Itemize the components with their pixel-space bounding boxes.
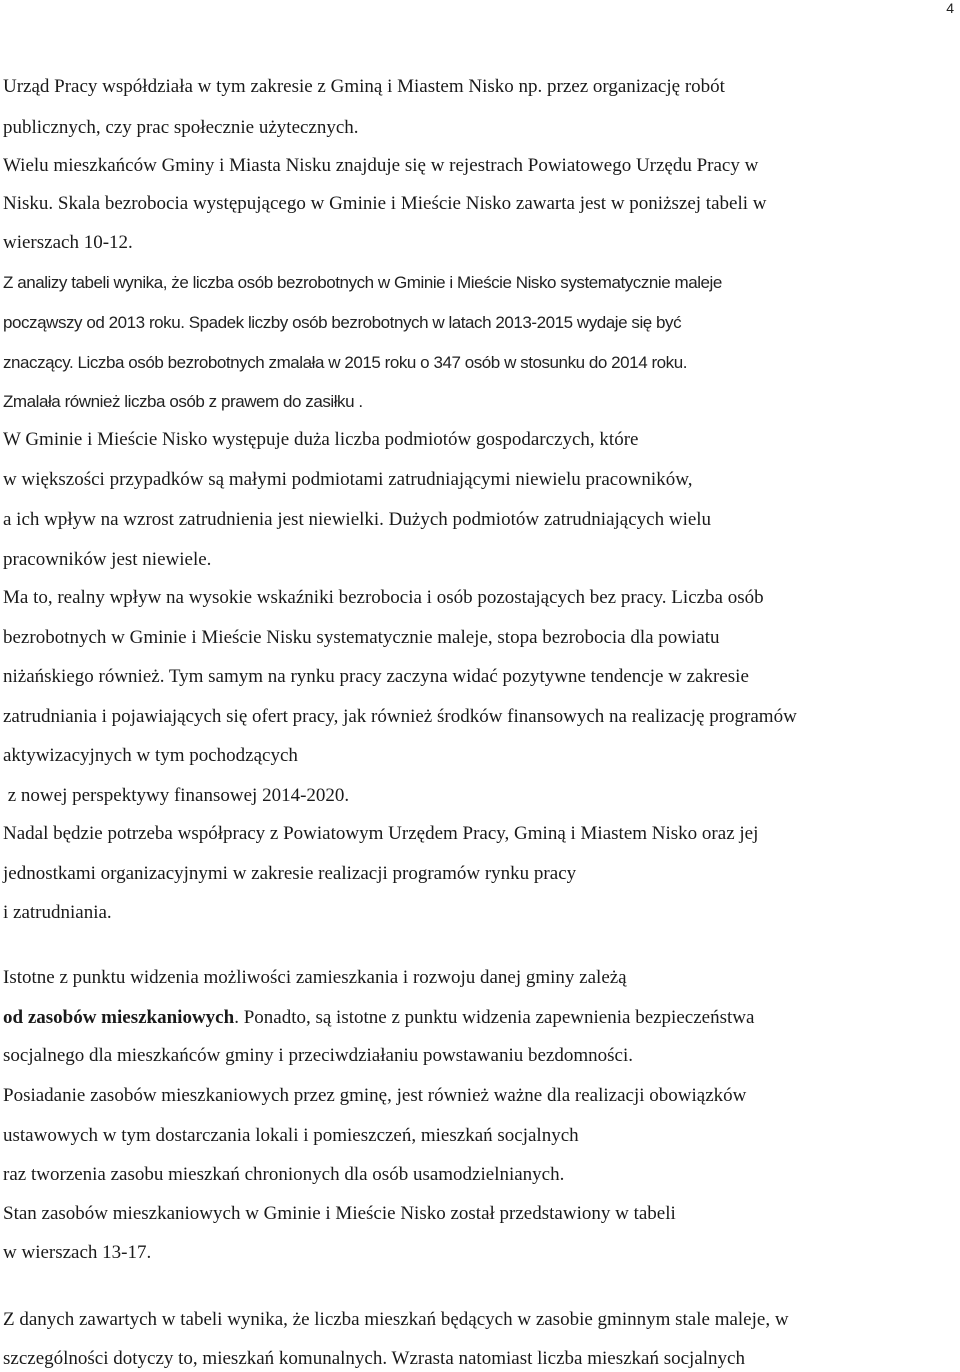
text-line: w większości przypadków są małymi podmiotami zatrudniającymi niewielu pracowników, [3,469,693,490]
text-line: ustawowych w tym dostarczania lokali i pomieszczeń, mieszkań socjalnych [3,1125,579,1146]
text-line: Urząd Pracy współdziała w tym zakresie z Gminą i Miastem Nisko np. przez organizację robót [3,76,725,97]
bold-phrase: od zasobów mieszkaniowych [3,1007,235,1028]
text-line: jednostkami organizacyjnymi w zakresie realizacji programów rynku pracy [3,863,577,884]
text-line: znaczący. Liczba osób bezrobotnych zmalała w 2015 roku o 347 osób w stosunku do 2014 roku. [3,353,688,372]
text-line: niżańskiego również. Tym samym na rynku pracy zaczyna widać pozytywne tendencje w zakresie [3,666,749,687]
text-line: pracowników jest niewiele. [3,549,212,570]
text-line: Nisku. Skala bezrobocia występującego w Gminie i Mieście Nisko zawarta jest w poniższej tabeli w [3,193,767,214]
text-line: Wielu mieszkańców Gminy i Miasta Nisku znajduje się w rejestrach Powiatowego Urzędu Pracy w [3,155,759,176]
text-line: Stan zasobów mieszkaniowych w Gminie i Mieście Nisko został przedstawiony w tabeli [3,1203,676,1224]
text-span: . Ponadto, są istotne z punktu widzenia zapewnienia bezpieczeństwa [234,1007,755,1028]
text-line: z nowej perspektywy finansowej 2014-2020. [3,785,350,806]
text-line: wierszach 10-12. [3,232,133,253]
text-line: bezrobotnych w Gminie i Mieście Nisku systematycznie maleje, stopa bezrobocia dla powiatu [3,627,720,648]
text-line: Istotne z punktu widzenia możliwości zamieszkania i rozwoju danej gminy zależą [3,967,627,988]
text-line: w wierszach 13-17. [3,1242,152,1263]
text-line: Nadal będzie potrzeba współpracy z Powiatowym Urzędem Pracy, Gminą i Miastem Nisko oraz jej [3,823,759,844]
text-line: zatrudniania i pojawiających się ofert pracy, jak również środków finansowych na realizację programów [3,706,797,727]
text-line: Posiadanie zasobów mieszkaniowych przez gminę, jest również ważne dla realizacji obowiązków [3,1085,747,1106]
text-line: Z analizy tabeli wynika, że liczba osób bezrobotnych w Gminie i Mieście Nisko systematycznie maleje [3,273,722,292]
text-line: aktywizacyjnych w tym pochodzących [3,745,298,766]
page-number: 4 [946,0,954,16]
text-line: publicznych, czy prac społecznie użytecznych. [3,117,359,138]
text-line: Zmalała również liczba osób z prawem do zasiłku . [3,392,363,411]
text-line: Z danych zawartych w tabeli wynika, że liczba mieszkań będących w zasobie gminnym stale maleje, w [3,1309,789,1330]
text-line [3,1008,754,1027]
text-line: Ma to, realny wpływ na wysokie wskaźniki bezrobocia i osób pozostających bez pracy. Liczba osób [3,587,764,608]
text-line: a ich wpływ na wzrost zatrudnienia jest niewielki. Dużych podmiotów zatrudniających wielu [3,509,712,530]
text-line: i zatrudniania. [3,902,112,923]
text-line: raz tworzenia zasobu mieszkań chronionych dla osób usamodzielnianych. [3,1164,565,1185]
text-line: począwszy od 2013 roku. Spadek liczby osób bezrobotnych w latach 2013-2015 wydaje się być [3,313,682,332]
text-line: socjalnego dla mieszkańców gminy i przeciwdziałaniu powstawaniu bezdomności. [3,1045,633,1066]
text-line: szczególności dotyczy to, mieszkań komunalnych. Wzrasta natomiast liczba mieszkań socjalnych [3,1348,745,1369]
text-line: W Gminie i Mieście Nisko występuje duża liczba podmiotów gospodarczych, które [3,429,639,450]
